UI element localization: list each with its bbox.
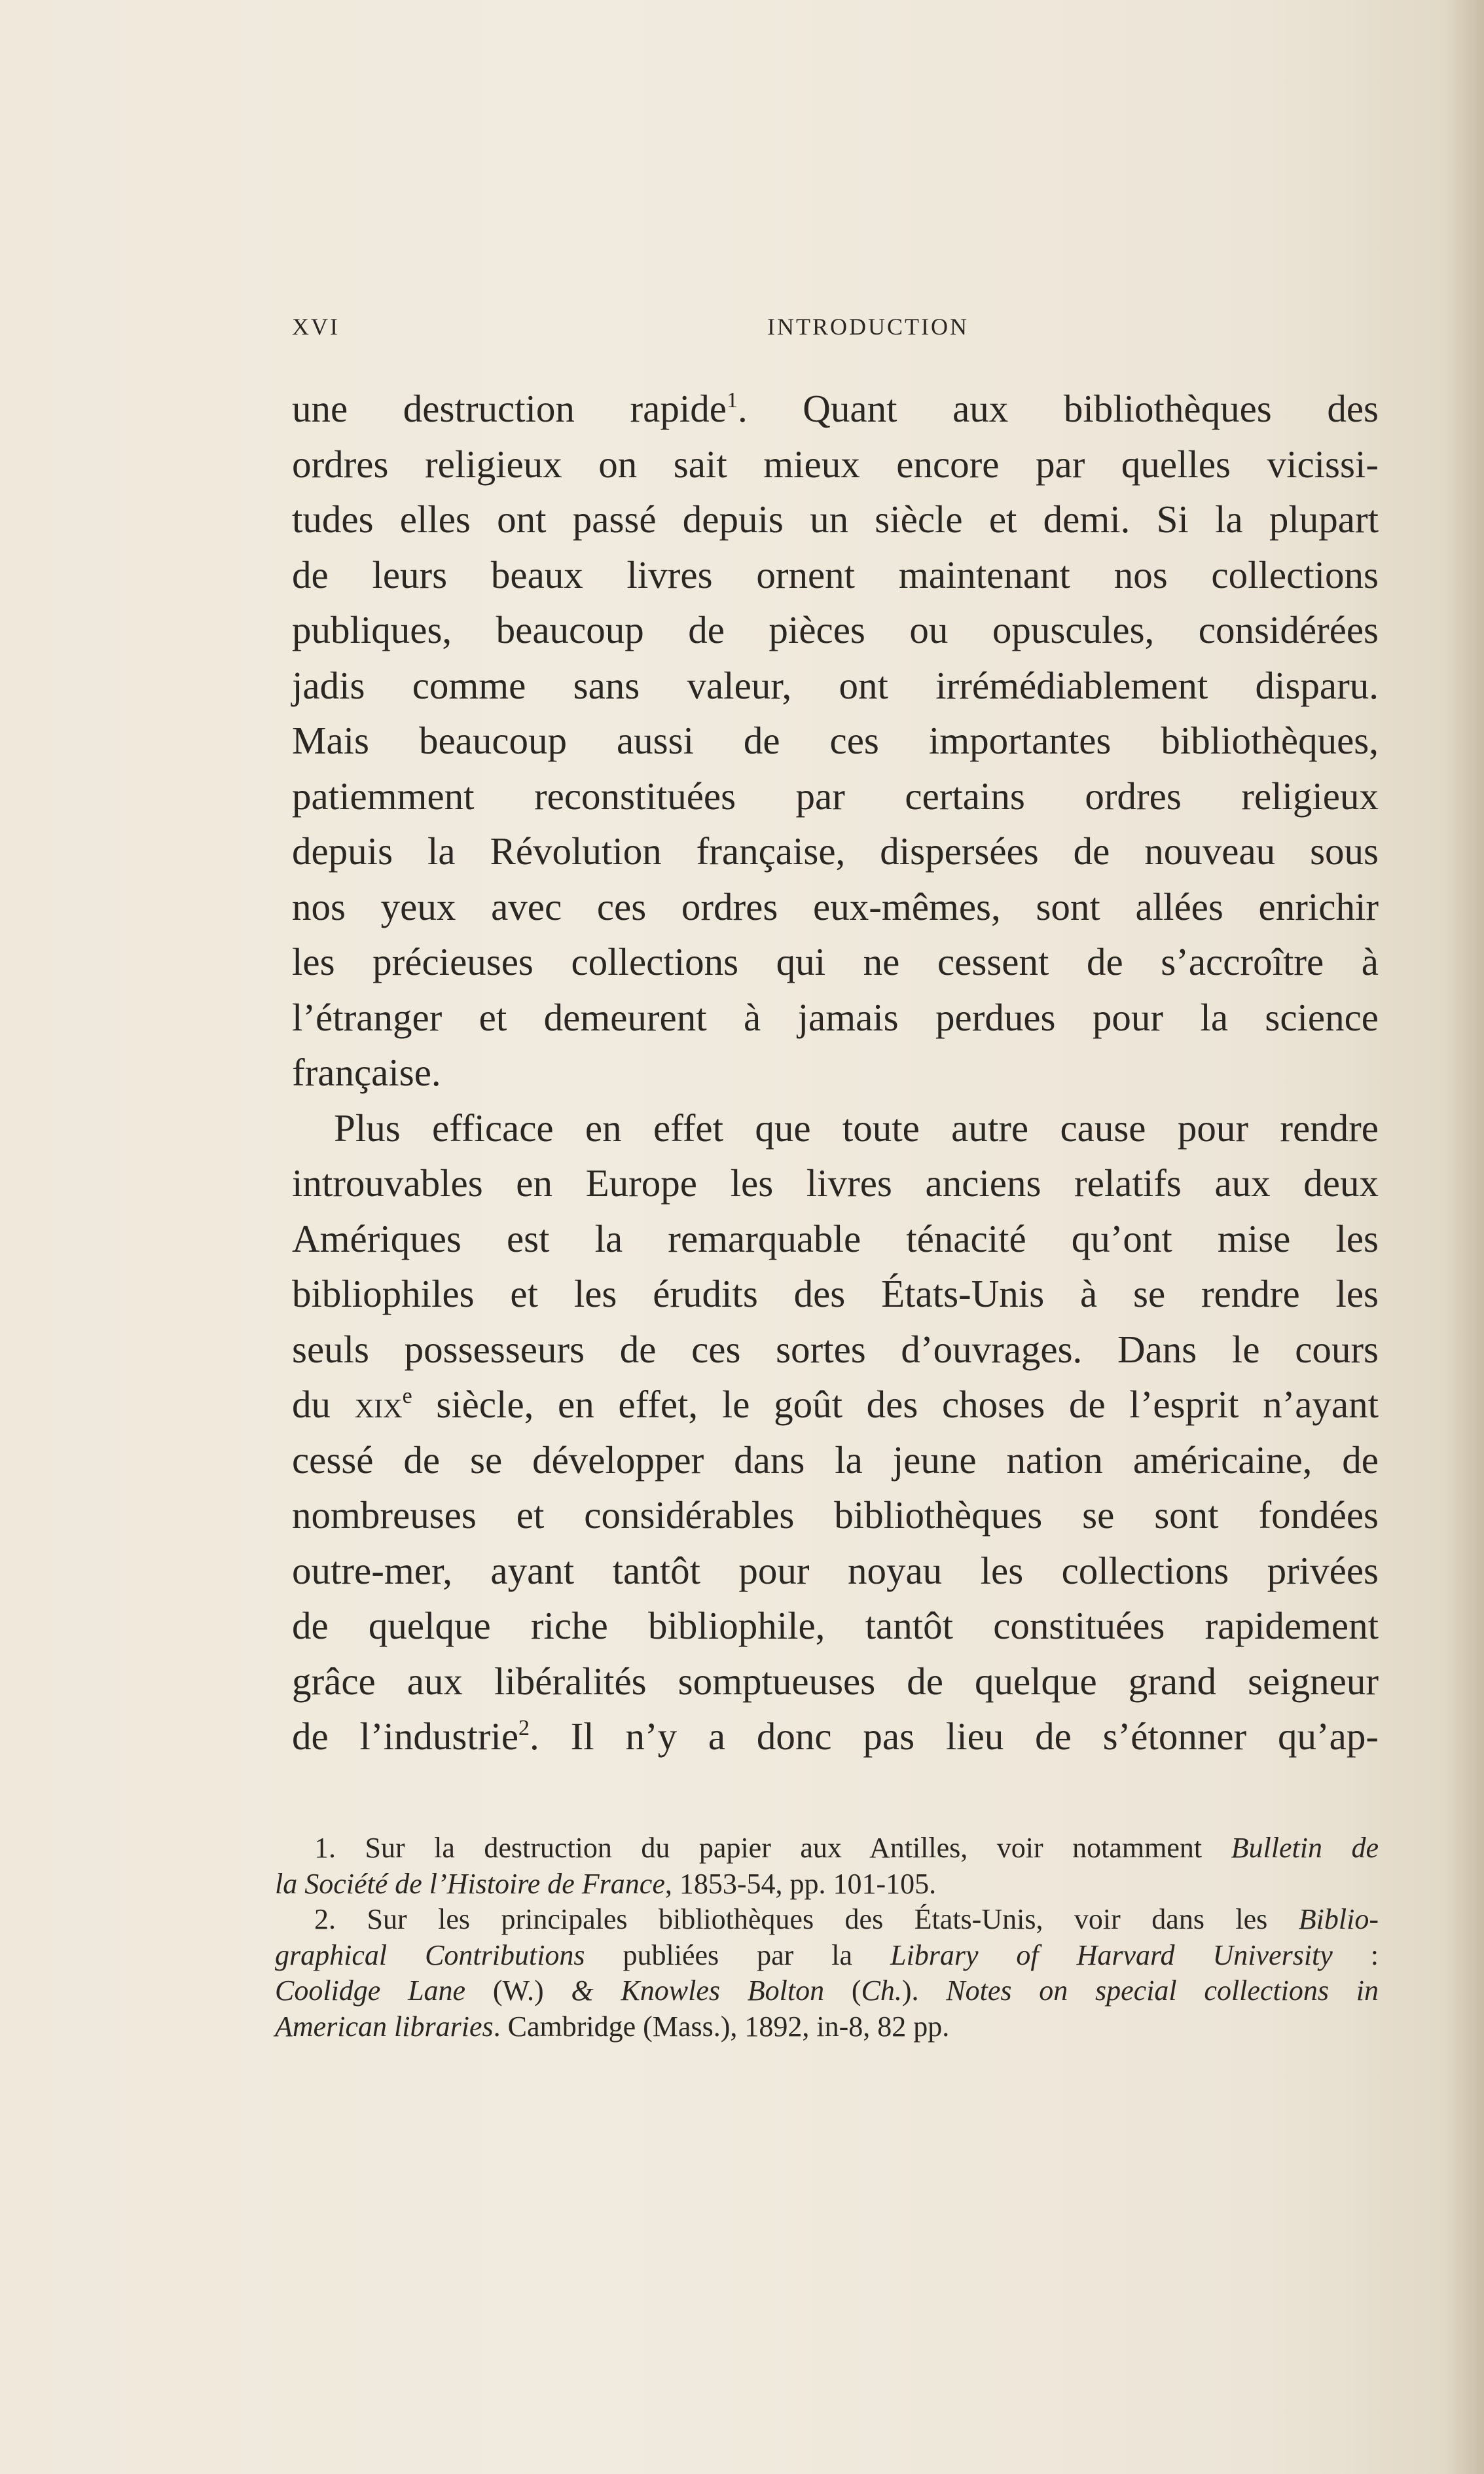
text-line: bibliophiles et les érudits des États-Unis à se rendre les	[292, 1272, 1379, 1315]
text-line: Mais beaucoup aussi de ces importantes bibliothèques,	[292, 719, 1379, 762]
running-head	[292, 313, 1379, 352]
text-line: de leurs beaux livres ornent maintenant nos collections	[292, 553, 1379, 596]
text-line: française.	[292, 1051, 441, 1094]
text-line: publiques, beaucoup de pièces ou opuscules, considérées	[292, 608, 1379, 651]
text-line: patiemment reconstituées par certains ordres religieux	[292, 774, 1379, 818]
text-line: les précieuses collections qui ne cessent de s’accroître à	[292, 940, 1379, 983]
main-text	[292, 381, 1379, 1764]
footnote-line: 1. Sur la destruction du papier aux Antilles, voir notamment Bulletin de	[314, 1832, 1379, 1864]
running-title: INTRODUCTION	[767, 314, 969, 340]
text-line: outre-mer, ayant tantôt pour noyau les collections privées	[292, 1548, 1379, 1592]
text-line: introuvables en Europe les livres anciens relatifs aux deux	[292, 1161, 1379, 1205]
text-line: de quelque riche bibliophile, tantôt constituées rapidement	[292, 1604, 1379, 1647]
text-line: du xix$^e$ siècle, en effet, le goût des choses de l’esprit n’ayant	[292, 1383, 1379, 1426]
footnote-ref: 1	[726, 388, 738, 412]
text-line: grâce aux libéralités somptueuses de quelque grand seigneur	[292, 1659, 1379, 1703]
spine-shadow	[1445, 0, 1484, 2474]
footnote-line: la Société de l’Histoire de France, 1853-54, pp. 101-105.	[275, 1867, 937, 1900]
text-line: tudes elles ont passé depuis un siècle et demi. Si la plupart	[292, 498, 1379, 541]
page-number: XVI	[292, 314, 340, 340]
text-line: jadis comme sans valeur, ont irrémédiablement disparu.	[292, 663, 1379, 707]
text-line: seuls possesseurs de ces sortes d’ouvrages. Dans le cours	[292, 1327, 1379, 1371]
footnote-line: Coolidge Lane (W.) & Knowles Bolton (Ch.). Notes on special collections in	[275, 1974, 1379, 2007]
text-line: de l’industrie$^2$. Il n’y a donc pas lieu de s’étonner qu’ap-	[292, 1715, 1379, 1758]
footnotes	[275, 1830, 1379, 2045]
text-line: une destruction rapide$^1$. Quant aux bibliothèques des	[292, 387, 1379, 430]
text-line: nombreuses et considérables bibliothèques se sont fondées	[292, 1493, 1379, 1537]
footnote-line: 2. Sur les principales bibliothèques des États-Unis, voir dans les Biblio-	[314, 1903, 1379, 1935]
footnote-ref: 2	[518, 1716, 530, 1740]
text-line: Plus efficace en effet que toute autre cause pour rendre	[334, 1106, 1379, 1150]
text-line: cessé de se développer dans la jeune nation américaine, de	[292, 1438, 1379, 1482]
text-line: ordres religieux on sait mieux encore par quelles vicissi-	[292, 442, 1379, 486]
text-line: Amériques est la remarquable ténacité qu’ont mise les	[292, 1216, 1379, 1260]
text-line: depuis la Révolution française, dispersées de nouveau sous	[292, 829, 1379, 873]
text-line: nos yeux avec ces ordres eux-mêmes, sont allées enrichir	[292, 884, 1379, 928]
text-line: l’étranger et demeurent à jamais perdues pour la science	[292, 995, 1379, 1039]
footnote-line: American libraries. Cambridge (Mass.), 1892, in-8, 82 pp.	[275, 2010, 950, 2043]
footnote-line: graphical Contributions publiées par la Library of Harvard University :	[275, 1938, 1379, 1971]
